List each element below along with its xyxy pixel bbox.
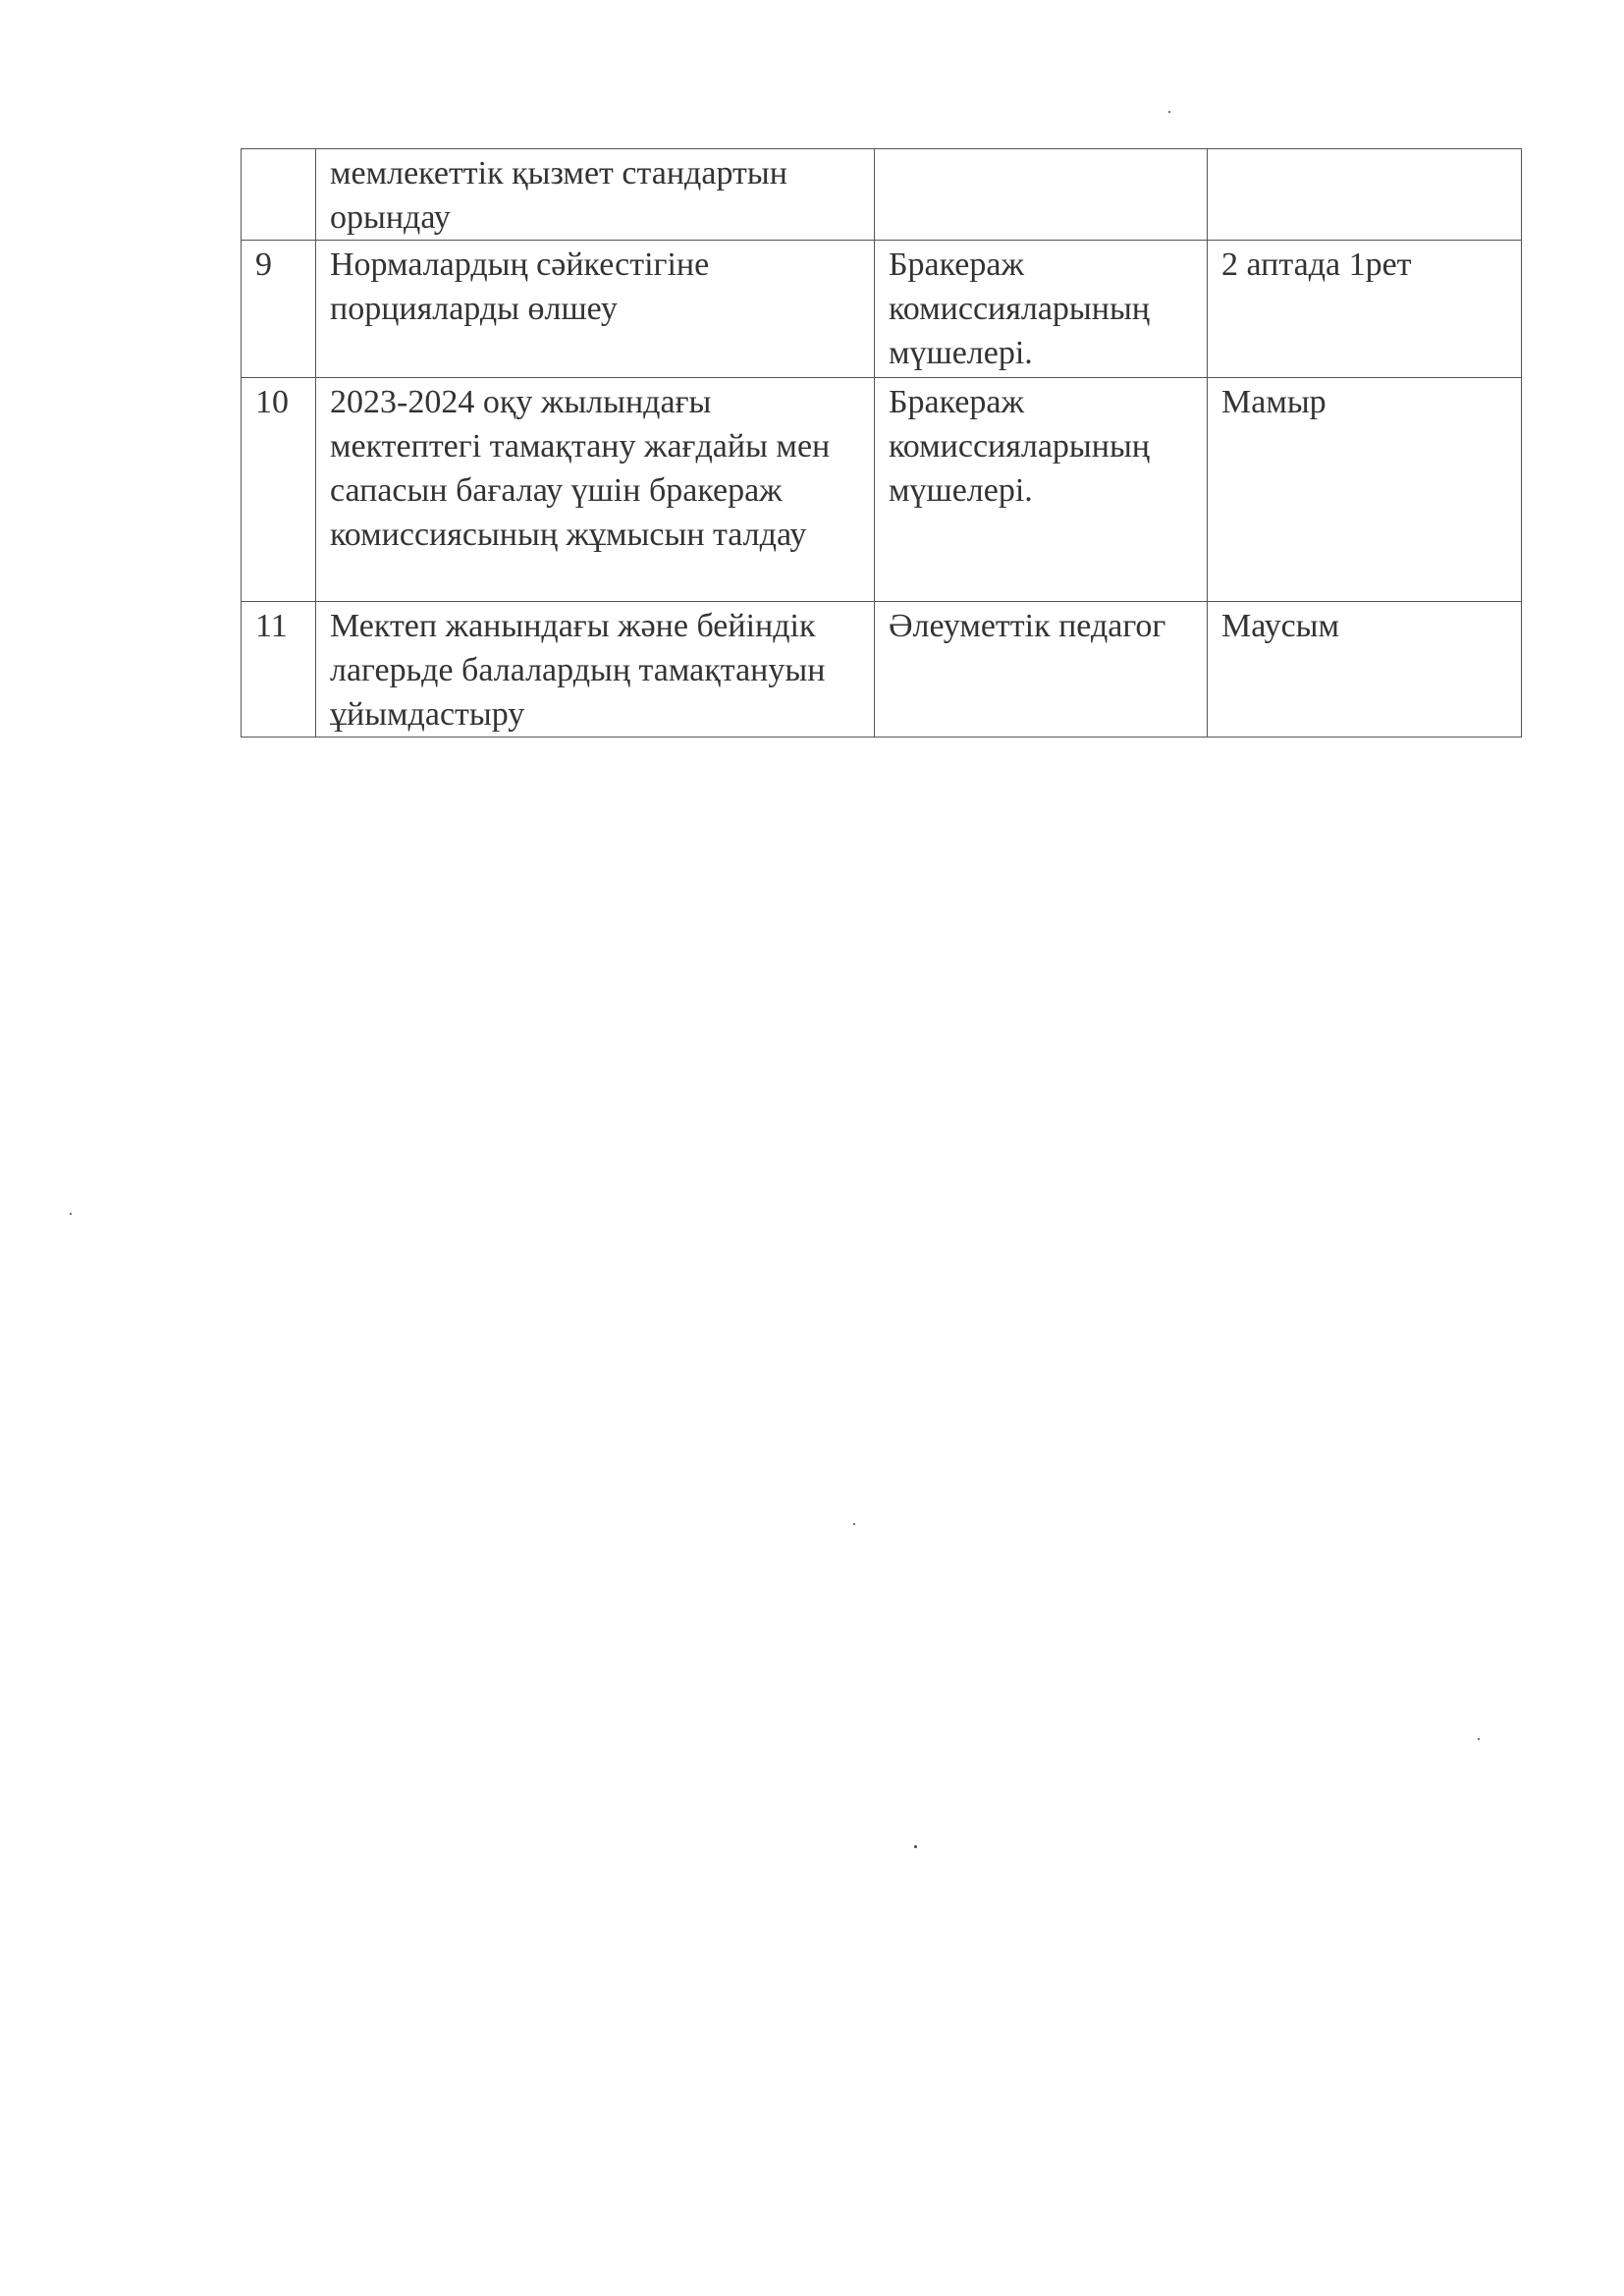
table-row bbox=[242, 149, 1522, 241]
row-number bbox=[242, 149, 316, 241]
plan-table bbox=[241, 148, 1522, 738]
responsible-cell: Әлеуметтік педагог bbox=[875, 602, 1208, 738]
responsible-cell: Бракераж комиссияларының мүшелері. bbox=[875, 241, 1208, 378]
row-number: 11 bbox=[242, 602, 316, 738]
scan-speck bbox=[914, 1845, 917, 1848]
deadline-cell: Мамыр bbox=[1208, 378, 1522, 602]
responsible-cell: Бракераж комиссияларының мүшелері. bbox=[875, 378, 1208, 602]
deadline-cell bbox=[1208, 149, 1522, 241]
row-number: 9 bbox=[242, 241, 316, 378]
table-row bbox=[242, 378, 1522, 602]
activity-cell: Мектеп жанындағы және бейіндік лагерьде балалардың тамақтануын ұйымдастыру bbox=[316, 602, 875, 738]
scan-speck bbox=[1168, 111, 1170, 113]
activity-cell: 2023-2024 оқу жылындағы мектептегі тамақтану жағдайы мен сапасын бағалау үшін бракераж комиссиясының жұмысын талдау bbox=[316, 378, 875, 602]
activity-cell: мемлекеттік қызмет стандартын орындау bbox=[316, 149, 875, 241]
deadline-cell: 2 аптада 1рет bbox=[1208, 241, 1522, 378]
activity-cell: Нормалардың сәйкестігіне порцияларды өлшеу bbox=[316, 241, 875, 378]
scan-speck bbox=[853, 1523, 855, 1525]
table-row bbox=[242, 241, 1522, 378]
table-row bbox=[242, 602, 1522, 738]
deadline-cell: Маусым bbox=[1208, 602, 1522, 738]
scan-speck bbox=[70, 1213, 72, 1215]
row-number: 10 bbox=[242, 378, 316, 602]
responsible-cell bbox=[875, 149, 1208, 241]
scan-speck bbox=[1478, 1738, 1480, 1740]
